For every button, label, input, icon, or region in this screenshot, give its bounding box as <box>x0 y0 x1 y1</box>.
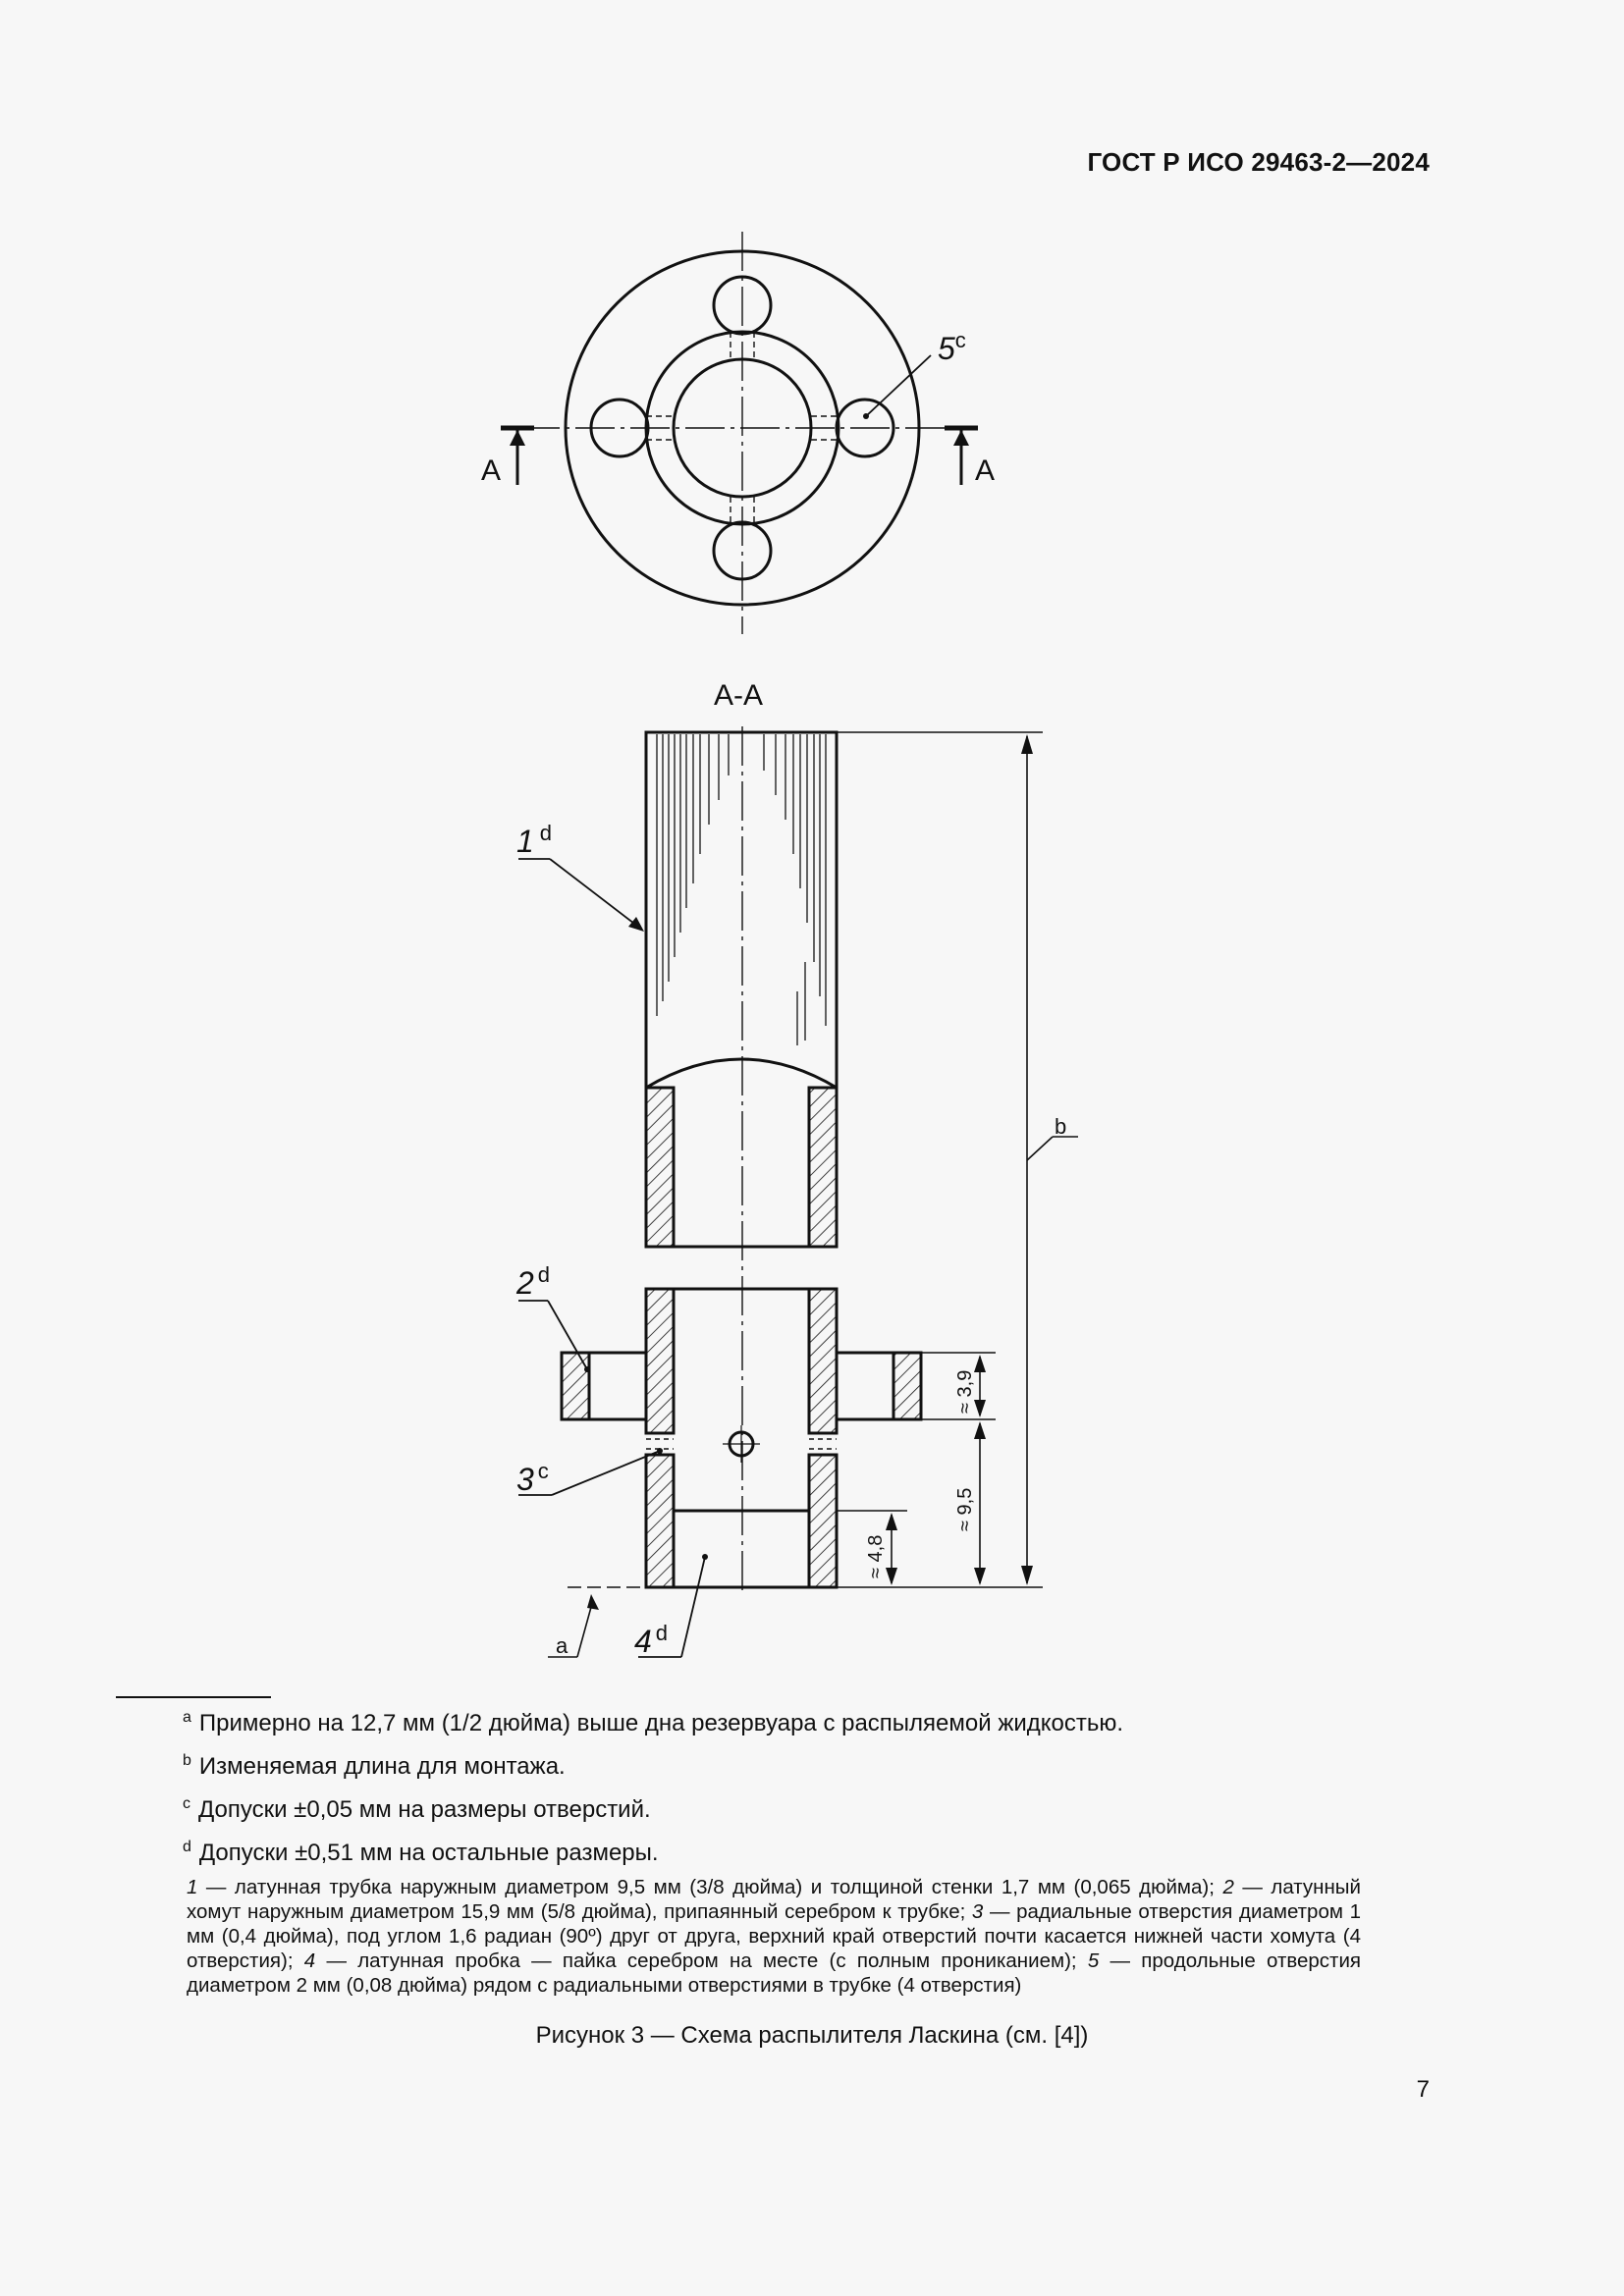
leader-1 <box>550 859 642 930</box>
figure-legend: 1 — латунная трубка наружным диаметром 9,5 мм (3/8 дюйма) и толщиной стенки 1,7 мм (0,065 дюйма); 2 — латунный хомут наружным диаметром 15,9 мм (5/8 дюйма), припаянный серебром к трубке; 3 — радиальные отверстия диаметром 1 мм (0,4 дюйма), под углом 1,6 радиан (90º) друг от друга, верхний край отверстий почти касается нижней части хомута (4 отверстия); 4 — латунная пробка — пайка серебром на месте (с полным прониканием); 5 — продольные отверстия диаметром 2 мм (0,08 дюйма) рядом с радиальными отверстиями в трубке (4 отверстия) <box>187 1876 1361 1997</box>
section-title: A-A <box>714 679 764 712</box>
footnote-c: $^c$ Допуски ±0,05 мм на размеры отверстий. <box>183 1795 651 1823</box>
leader-5-dot <box>863 413 869 419</box>
footnotes <box>183 1704 1123 1877</box>
collar <box>562 1353 921 1419</box>
section-label-left: A <box>481 454 502 487</box>
upper-tube <box>646 732 837 1247</box>
dimension-b <box>837 732 1078 1587</box>
callout-1: 1 $^d$ <box>516 821 553 859</box>
section-marker-right <box>945 428 978 485</box>
callout-4: 4 $^d$ <box>634 1621 669 1659</box>
document-header: ГОСТ Р ИСО 29463-2—2024 <box>1087 147 1430 177</box>
ref-a-label: a <box>556 1633 568 1658</box>
footnote-a: $^a$ Примерно на 12,7 мм (1/2 дюйма) выше дна резервуара с распыляемой жидкостью. <box>183 1709 1124 1736</box>
footnote-d: $^d$ Допуски ±0,51 мм на остальные размеры. <box>183 1839 659 1866</box>
section-marker-left <box>501 428 534 485</box>
figure-caption: Рисунок 3 — Схема распылителя Ласкина (см. [4]) <box>535 2022 1089 2049</box>
dim-3-9-label: ≈ 3,9 <box>954 1369 976 1414</box>
callout-5: 5$^c$ <box>938 328 966 366</box>
leader-4 <box>681 1557 705 1657</box>
ref-b-label: b <box>1055 1114 1067 1139</box>
footnote-separator <box>116 1696 271 1698</box>
callout-3: 3 $^c$ <box>516 1459 549 1497</box>
callout-2: 2 $^d$ <box>516 1262 551 1301</box>
top-view-centerlines <box>520 232 966 634</box>
page-number: 7 <box>1416 2076 1430 2103</box>
lower-tube <box>646 1289 837 1587</box>
leader-5 <box>866 355 931 416</box>
footnote-b: $^b$ Изменяемая длина для монтажа. <box>183 1752 566 1780</box>
dim-9-5-label: ≈ 9,5 <box>954 1487 976 1531</box>
dim-4-8-label: ≈ 4,8 <box>865 1534 887 1578</box>
leader-3 <box>552 1451 660 1495</box>
section-label-right: A <box>975 454 996 487</box>
